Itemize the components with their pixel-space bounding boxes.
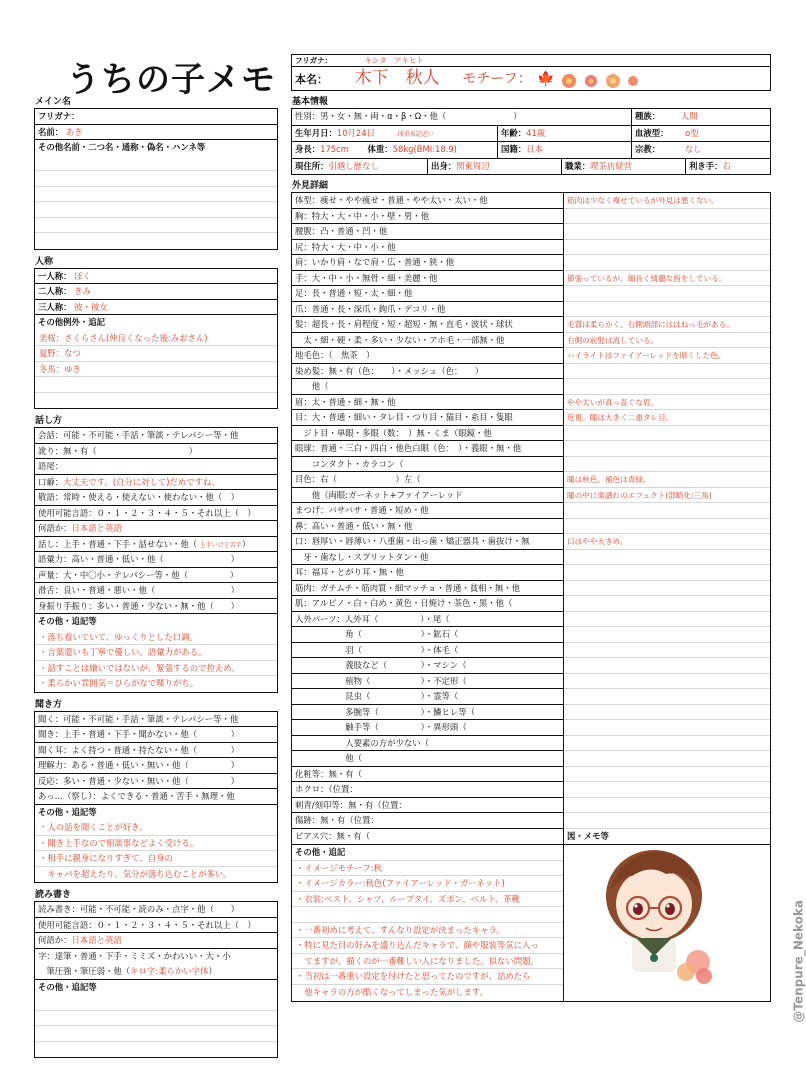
- basic-row-birthday: 生年月日：10月24日 体重表記近い 年齢：41歳 血液型： o型: [292, 126, 770, 143]
- basic-row-gender: 性別：男・女・無・両・α・β・Ω・他（ ） 種族： 人間: [292, 109, 770, 126]
- appearance-row-note: [564, 736, 770, 752]
- appearance-row-label: 植物（ ）・不定形（: [292, 674, 563, 690]
- appearance-row-label: 爪：普通・長・深爪・鉤爪・デコリ・他: [292, 302, 563, 318]
- appearance-row-label: まつげ：バサバサ・普通・短め・他: [292, 503, 563, 519]
- appearance-row-label: 尻：特大・大・中・小・他: [292, 240, 563, 256]
- read-row-pressure: 筆圧強・筆圧弱・他（キロ字:柔らかい字体）: [35, 964, 277, 980]
- appearance-row-note: [564, 457, 770, 473]
- appearance-row-label: ピアス穴：無・有（: [295, 830, 371, 841]
- main-name-section-title: メイン名: [35, 97, 71, 107]
- appearance-other-lines: ・イメージモチーフ:秋 ・イメージカラー:秋色(ファイアーレッド・ガーネット) ・衣装:ベスト、シャツ、ループタイ、ズボン、ベルト、革靴 ・一番初めに考えて、すんなり設定が決まったキャラ。 ・特に見た目の好みを盛り込んだキャラで、顔や服装等気に入っ てますが、描くのが一番難しい人になりました。似ない問題。 ・当初は一番重い設定を付けたと思ってたのですが、詰めたら 他キャラの方が酷くなってしまった気がします。: [292, 861, 563, 1001]
- speaking-section-title: 話し方: [35, 416, 63, 426]
- pronouns-box: [34, 268, 278, 410]
- speech-row-articulation: 滑舌：良い・普通・悪い・他（ ）: [35, 583, 277, 599]
- listen-row-skill: 聞き：上手・普通・下手・聞かない・他（ ）: [35, 727, 277, 743]
- read-row-languages: 何語か：日本語と英語: [35, 933, 277, 949]
- appearance-row-note: [564, 689, 770, 705]
- appearance-row-note: [564, 674, 770, 690]
- appearance-row-label: ジト目・単眼・多眼（数： ）無・くま（眼鏡・他: [292, 426, 563, 442]
- watermark: @Tenpure_Nekoka: [792, 900, 806, 1023]
- appearance-row-label: 牙・歯なし・スプリットタン・他: [292, 550, 563, 566]
- left-column: [34, 96, 278, 1058]
- appearance-row-label: 胸：特大・大・中・小・壁・男・他: [292, 209, 563, 225]
- header-furigana-row: フリガナ： キシタ アキヒト: [292, 55, 770, 67]
- appearance-row-label: 口：唇厚い・唇薄い・八重歯・出っ歯・矯正器具・歯抜け・無: [292, 534, 563, 550]
- appearance-row-note: [564, 705, 770, 721]
- appearance-row-label: 昆虫（ ）・霊等（: [292, 689, 563, 705]
- appearance-section-title: 外見詳細: [292, 181, 329, 191]
- read-other-lines: [35, 995, 277, 1058]
- appearance-row-label: 多腕等（ ）・鱗ヒレ等（: [292, 705, 563, 721]
- header-box: [291, 54, 771, 91]
- appearance-row-note: [564, 751, 770, 767]
- appearance-row-note: [564, 519, 770, 535]
- appearance-row-note: 瞳の中に楽譜れのエフェクト(部略化:三角): [564, 488, 770, 504]
- appearance-row-label: 目：大・普通・細い・タレ目・つり目・猫目・糸目・隻眼: [292, 410, 563, 426]
- listen-row-understanding: 理解力：ある・普通・低い・無い・他（ ）: [35, 758, 277, 774]
- appearance-row-label: 傷跡：無・有（位置：: [292, 813, 563, 829]
- listen-row-ear: 聞く耳：よく持つ・普通・持たない・他（ ）: [35, 743, 277, 759]
- appearance-row-note: [564, 658, 770, 674]
- read-row-handwriting: 字：達筆・普通・下手・ミミズ・かわいい・大・小: [38, 950, 231, 961]
- appearance-row-label: 耳：福耳・とがり耳・無・他: [292, 565, 563, 581]
- flower-icon: [557, 71, 641, 91]
- pronoun-other-lines: 美桜：さくらさん(仲良くなった後:みおさん) 夏野：なつ 冬馬：ゆき: [35, 331, 277, 410]
- appearance-row-label: 足：長・普通・短・太・細・他: [292, 286, 563, 302]
- appearance-row-note: [564, 379, 770, 395]
- appearance-row-note: [564, 364, 770, 380]
- appearance-row-note: 瞳は秋色。補色は青緑。: [564, 472, 770, 488]
- read-row-languages-count: 使用可能言語：０・１・２・３・４・５・それ以上（ ）: [35, 918, 277, 934]
- appearance-row-label: 筋肉：ガチムチ・筋肉質・細マッチョ・普通・貧相・無・他: [292, 581, 563, 597]
- appearance-row-note: [564, 782, 770, 798]
- appearance-row-note: やや太いが真っ直ぐな眉。: [564, 395, 770, 411]
- appearance-row-note: 筋肉は少なく痩せているが外見は悪くない。: [564, 193, 770, 209]
- speech-row-vocabulary: 語彙力：高い・普通・低い・他（ ）: [35, 552, 277, 568]
- appearance-row-label: 眉：太・普通・細・無・他: [292, 395, 563, 411]
- appearance-row-label: 髪：超長・長・肩程度・短・超短・無・直毛・波状・球状: [292, 317, 563, 333]
- third-person-row: 三人称： 彼・彼女: [35, 300, 277, 316]
- appearance-row-note: [564, 503, 770, 519]
- appearance-row-label: 義肢など（ ）・マシン（: [292, 658, 563, 674]
- appearance-row-label: 人外パーツ：人外耳（ ）・尾（: [292, 612, 563, 628]
- maple-leaf-icon: 🍁: [537, 71, 555, 87]
- appearance-row-note: [564, 798, 770, 814]
- appearance-table: [292, 193, 770, 845]
- page-title: うちの子メモ: [66, 60, 276, 100]
- header-name-row: 本名： 木下 秋人 モチーフ： 🍁: [292, 67, 770, 91]
- appearance-row-note: [564, 209, 770, 225]
- speech-row-talking: 話し：上手・普通・下手・話せない・他（ 上手いけど苦手）: [35, 537, 277, 553]
- listen-other-lines: ・人の話を聞くことが好き。 ・聞き上手なので相談事などよく受ける。 ・相手に親身になりすぎて、自身の キャパを超えたり、気分が落ち込むことが多い。: [35, 820, 277, 883]
- reading-section-title: 読み書き: [35, 890, 72, 900]
- appearance-row-note: [564, 426, 770, 442]
- appearance-row-label: 他（: [292, 751, 563, 767]
- appearance-row-label: コンタクト・カラコン（: [292, 457, 563, 473]
- appearance-other-label: その他・追記: [292, 845, 563, 861]
- appearance-row-note: [564, 627, 770, 643]
- appearance-row-label: 腰腹：凸・普通・凹・他: [292, 224, 563, 240]
- appearance-row-label: 他（: [292, 379, 563, 395]
- listening-box: [34, 711, 278, 884]
- appearance-row-label: 手：大・中・小・無骨・細・美麗・他: [292, 271, 563, 287]
- appearance-row-label: 眼球：普通・三白・四白・他色白眼（色： ）・義眼・無・他: [292, 441, 563, 457]
- speech-row-honorific: 敬語：常時・使える・使えない・使わない・他（ ）: [35, 490, 277, 506]
- read-other-label: その他・追記等: [38, 981, 97, 992]
- main-name-row: 名前： あき: [35, 125, 277, 141]
- appearance-row-note: [564, 565, 770, 581]
- appearance-row-label: ホクロ：（位置：: [292, 782, 563, 798]
- speaking-box: [34, 427, 278, 693]
- speech-row-gestures: 身振り手振り：多い・普通・少ない・無・他（ ）: [35, 599, 277, 615]
- appearance-row-note: [564, 441, 770, 457]
- appearance-row-label: 化粧等：無・有（: [292, 767, 563, 783]
- listen-row-perception: あっ…（察し）：よくできる・普通・苦手・無理・他: [35, 789, 277, 805]
- appearance-row-note: 口はやや大きめ。: [564, 534, 770, 550]
- speech-other-label: その他・追記等: [38, 616, 97, 626]
- pronoun-other-label: その他例外・追記: [38, 317, 105, 327]
- basic-box: [291, 108, 771, 175]
- appearance-row-label: 他（両眼:ガーネット+ファイアーレッド: [292, 488, 563, 504]
- appearance-row-note: [564, 255, 770, 271]
- speech-row-conversation: 会話：可能・不可能・手話・筆談・テレパシー等・他: [35, 428, 277, 444]
- appearance-row-label: 染め髪：無・有（色： ）・メッシュ（色： ）: [292, 364, 563, 380]
- main-name-value: あき: [65, 126, 83, 137]
- appearance-row-note: 図・メモ等: [567, 830, 609, 841]
- appearance-row-note: [564, 813, 770, 829]
- appearance-row-label: 角（ ）・鉱石（: [292, 627, 563, 643]
- speech-row-volume: 声量：大・中〇小・テレパシー等・他（ ）: [35, 568, 277, 584]
- appearance-row-note: 毛質は柔らかく、右側頭部にははねっ毛がある。: [564, 317, 770, 333]
- appearance-row-label: 羽（ ）・体毛（: [292, 643, 563, 659]
- appearance-row-label: 肌：アルビノ・白・白め・黄色・日焼け・茶色・黒・他（: [292, 596, 563, 612]
- basic-row-residence: 現住所：引越し歴なし 出身：関東周辺 職業：喫茶店経営 利き手：右: [292, 159, 770, 176]
- appearance-row-note: 右側の前髪は流している。: [564, 333, 770, 349]
- appearance-row-label: 太・細・硬・柔・多い・少ない・アホ毛・一部無・他: [292, 333, 563, 349]
- main-name-box: [34, 108, 278, 250]
- appearance-row-note: [564, 286, 770, 302]
- appearance-row-note: [564, 581, 770, 597]
- listen-other-label: その他・追記等: [38, 806, 97, 817]
- listen-row-hearing: 聞く：可能・不可能・手話・筆談・テレパシー等・他: [35, 712, 277, 728]
- appearance-row-label: 肩：いかり肩・なで肩・広・普通・狭・他: [292, 255, 563, 271]
- reading-box: [34, 901, 278, 1058]
- appearance-row-note: 近視。瞳は大きく二重タレ目。: [564, 410, 770, 426]
- basic-row-height: 身長：175cm 体重：58kg(BMI:18.9) 国籍：日本 宗教： なし: [292, 142, 770, 159]
- main-furigana-row: フリガナ：: [35, 109, 277, 125]
- appearance-row-label: 刺青/刻印等：無・有（位置：: [292, 798, 563, 814]
- appearance-row-note: [564, 240, 770, 256]
- appearance-row-note: [564, 643, 770, 659]
- appearance-row-label: 地毛色：（ 焦茶 ）: [292, 348, 563, 364]
- appearance-row-note: [564, 224, 770, 240]
- speech-row-languages-count: 使用可能言語：０・１・２・３・４・５・それ以上（ ）: [35, 506, 277, 522]
- appearance-row-note: [564, 550, 770, 566]
- speech-row-ending: 語尾：: [35, 459, 277, 475]
- appearance-row-label: 目色：右（ ）左（: [292, 472, 563, 488]
- second-person-row: 二人称： きみ: [35, 284, 277, 300]
- appearance-row-note: 節張っているが、細長く綺麗な指をしている。: [564, 271, 770, 287]
- other-names-label: その他名前・二つ名・通称・偽名・ハンネ等: [38, 142, 206, 152]
- appearance-row-note: [564, 720, 770, 736]
- speech-row-languages: 何語か：日本語と英語: [35, 521, 277, 537]
- appearance-row-note: [564, 612, 770, 628]
- read-row-ability: 読み書き：可能・不可能・読のみ・点字・他（ ）: [35, 902, 277, 918]
- pronouns-section-title: 人称: [35, 256, 54, 267]
- appearance-row-label: 鼻：高い・普通・低い・無・他: [292, 519, 563, 535]
- listen-row-reaction: 反応：多い・普通・少ない・無い・他（ ）: [35, 774, 277, 790]
- listening-section-title: 聞き方: [35, 699, 63, 710]
- speech-row-catchphrase: 口癖：大丈夫です。(自分に対して)だめですね。: [35, 475, 277, 491]
- first-person-row: 一人称： ぼく: [35, 269, 277, 285]
- appearance-row-note: ハイライトはファイアーレッドを暗くした色。: [564, 348, 770, 364]
- speech-other-lines: ・落ち着いていて、ゆっくりとした口調。 ・言葉遣いも丁寧で優しい。語彙力がある。 ・話すことは嫌いではないが、緊張するので控えめ。 ・柔らかい雰囲気＝ひらがなで喋りがち。: [35, 630, 277, 693]
- appearance-row-label: 触手等（ ）・異形頭（: [292, 720, 563, 736]
- speech-row-accent: 訛り：無・有（ ）: [35, 444, 277, 460]
- other-names-lines: [35, 156, 277, 250]
- appearance-row-label: 体型：痩せ・やや痩せ・普通・やや太い・太い・他: [292, 193, 563, 209]
- character-chibi-illustration: [592, 838, 722, 988]
- appearance-row-note: [564, 596, 770, 612]
- header-name-value: 木下 秋人: [354, 68, 440, 88]
- appearance-row-note: [564, 302, 770, 318]
- appearance-row-label: 人要素の方が少ない（: [292, 736, 563, 752]
- basic-section-title: 基本情報: [292, 97, 329, 107]
- appearance-row-note: [564, 767, 770, 783]
